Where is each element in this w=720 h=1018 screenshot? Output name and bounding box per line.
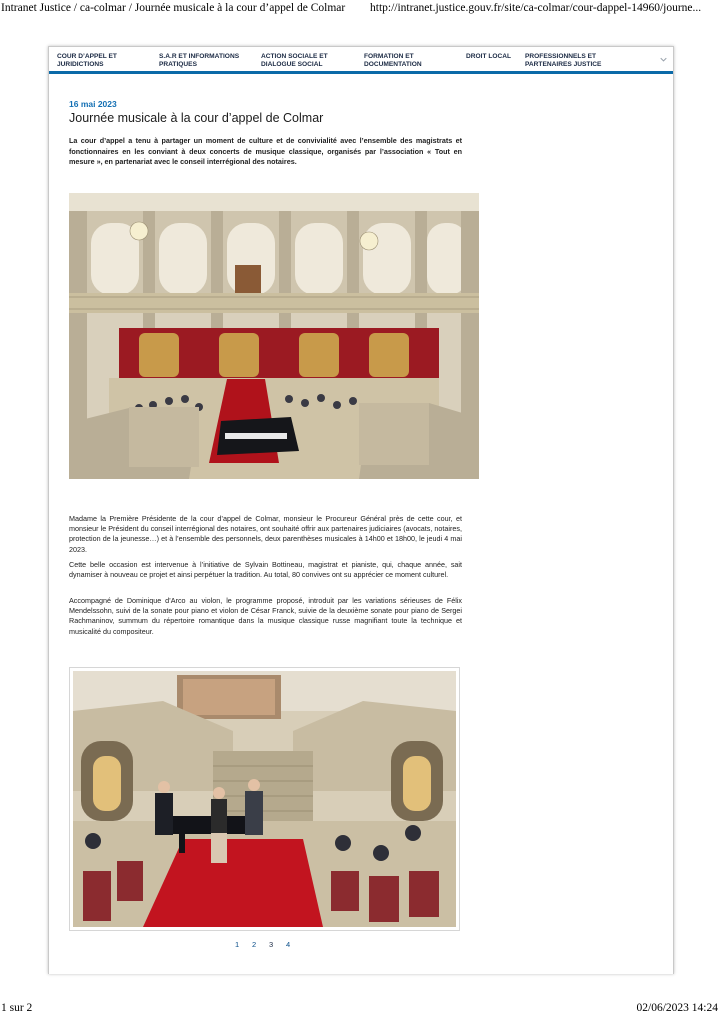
article-paragraph-2: Cette belle occasion est intervenue à l’initiative de Sylvain Bottineau, magistrat et pianiste, qui, chaque année, sait dynamiser à nouveau ce projet et ainsi perpétuer la tradition. Au total, 80 convives ont su apprécier ce moment culturel. <box>69 560 462 580</box>
pager-page-2[interactable]: 2 <box>252 940 257 949</box>
gallery-pagination <box>235 940 303 949</box>
nav-item-professionnels[interactable]: PROFESSIONNELS ET PARTENAIRES JUSTICE <box>525 53 602 68</box>
print-page-title: Intranet Justice / ca-colmar / Journée musicale à la cour d’appel de Colmar <box>1 2 346 14</box>
article-paragraph-3: Accompagné de Dominique d’Arco au violon, le programme proposé, introduit par les variations sérieuses de Félix Mendelssohn, suivi de la sonate pour piano et violon de César Franck, suivie de la deuxième sonate pour piano de Sergei Rachmaninov, summum du répertoire romantique dans la musique classique russe magnifiant toute la technique et musicalité du compositeur. <box>69 596 462 636</box>
nav-item-action-sociale[interactable]: ACTION SOCIALE ET DIALOGUE SOCIAL <box>261 53 328 68</box>
article-paragraph-1: Madame la Première Présidente de la cour d’appel de Colmar, monsieur le Procureur Général près de cette cour, et monsieur le Président du conseil interrégional des notaires, ont souhaité offrir aux partenaires judiciaires (avocats, notaires, protection de la jeunesse…) et à l’ensemble des personnels, deux parenthèses musicales à 14h00 et 18h00, le jeudi 4 mai 2023. <box>69 514 462 554</box>
chevron-down-icon[interactable] <box>660 56 667 63</box>
print-page-url: http://intranet.justice.gouv.fr/site/ca-colmar/cour-dappel-14960/journe... <box>370 2 702 14</box>
main-navigation <box>49 47 673 74</box>
nav-item-cour-appel[interactable]: COUR D’APPEL ET JURIDICTIONS <box>57 53 117 68</box>
print-page-number: 1 sur 2 <box>1 1002 33 1014</box>
nav-item-formation[interactable]: FORMATION ET DOCUMENTATION <box>364 53 422 68</box>
article-title: Journée musicale à la cour d’appel de Colmar <box>69 111 324 125</box>
article-date: 16 mai 2023 <box>69 99 117 109</box>
print-datetime: 02/06/2023 14:24 <box>636 1002 718 1014</box>
print-header <box>0 0 720 18</box>
browser-page-frame <box>48 46 674 974</box>
concert-atrium-photo <box>69 193 479 479</box>
stage-illustration <box>73 671 456 927</box>
concert-stage-image <box>73 671 456 927</box>
concert-stage-photo[interactable] <box>69 667 460 931</box>
article-intro: La cour d’appel a tenu à partager un moment de culture et de convivialité avec l’ensemble des magistrats et fonctionnaires en les conviant à deux concerts de musique classique, organisés par l’association « Tout en mesure », en partenariat avec le conseil interrégional des notaires. <box>69 136 462 166</box>
nav-item-droit-local[interactable]: DROIT LOCAL <box>466 53 512 60</box>
pager-page-3[interactable]: 3 <box>269 940 274 949</box>
print-footer <box>0 1002 720 1016</box>
nav-item-sar[interactable]: S.A.R ET INFORMATIONS PRATIQUES <box>159 53 240 68</box>
atrium-illustration <box>69 193 479 479</box>
pager-page-4[interactable]: 4 <box>286 940 291 949</box>
pager-page-1[interactable]: 1 <box>235 940 240 949</box>
